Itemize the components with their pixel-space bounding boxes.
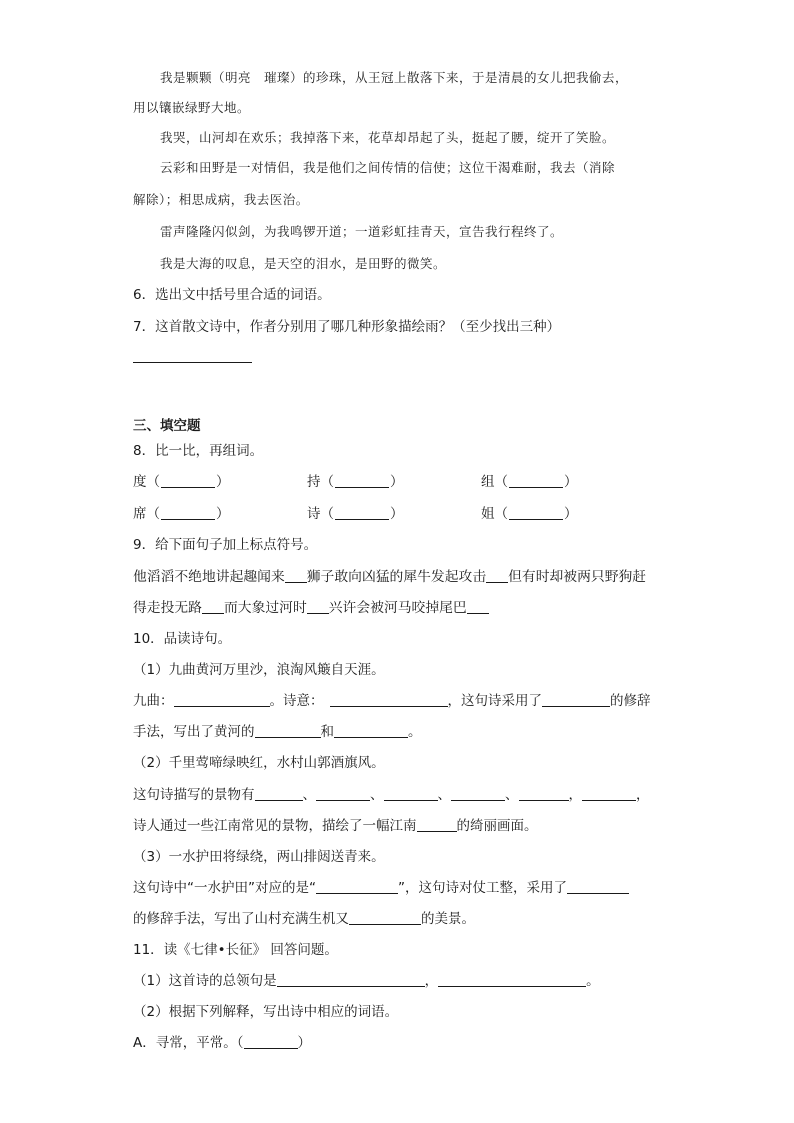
q8-blank[interactable]	[335, 505, 389, 520]
q8-item-jie: 姐（ ）	[481, 506, 578, 522]
q8-blank[interactable]	[509, 473, 563, 488]
q8-blank[interactable]	[335, 473, 389, 488]
q11-part-1: （1）这首诗的总领句是 ， 。	[133, 973, 600, 989]
answer-blank[interactable]	[316, 786, 370, 801]
q10-part-1: （1）九曲黄河万里沙，浪淘风簸自天涯。	[133, 662, 385, 678]
question-9: 9．给下面句子加上标点符号。	[133, 537, 318, 553]
poem-line-5: 解除）；相思成病，我去医治。	[133, 192, 309, 207]
question-11: 11．读《七律•长征》 回答问题。	[133, 942, 338, 958]
poem-line-4: 云彩和田野是一对情侣，我是他们之间传情的信使；这位干渴难耐，我去（消除	[160, 160, 616, 175]
q8-char-label: 姐（	[481, 506, 508, 522]
q8-char-label: 持（	[307, 474, 334, 490]
q10-part-3-line-b: 的修辞手法，写出了山村充满生机又 的美景。	[133, 911, 475, 927]
q10-part-1-line-b: 手法，写出了黄河的 和 。	[133, 724, 422, 740]
answer-blank[interactable]	[255, 786, 303, 801]
q10-part-3-line-a: 这句诗中“一水护田”对应的是“ ”，这句诗对仗工整，采用了	[133, 878, 629, 898]
question-6: 6．选出文中括号里合适的词语。	[133, 287, 331, 303]
answer-blank[interactable]	[330, 692, 448, 707]
answer-blank[interactable]	[174, 692, 270, 707]
q8-item-shi: 诗（ ）	[307, 506, 404, 522]
q10-part-2-line-b: 诗人通过一些江南常见的景物，描绘了一幅江南 的绮丽画面。	[133, 818, 538, 834]
q9-sentence-line-2: 得走投无路 而大象过河时 兴许会被河马咬掉尾巴	[133, 598, 489, 618]
q8-char-label: 度（	[133, 474, 160, 490]
q10-part-1-line-a: 九曲： 。诗意： ，这句诗采用了 的修辞	[133, 693, 651, 709]
answer-blank[interactable]	[277, 972, 425, 987]
q8-char-label: 诗（	[307, 506, 334, 522]
q8-item-xi: 席（ ）	[133, 506, 230, 522]
punct-blank[interactable]	[202, 599, 224, 614]
punct-blank[interactable]	[285, 568, 307, 583]
answer-blank[interactable]	[384, 786, 438, 801]
poem-line-2: 用以镶嵌绿野大地。	[133, 100, 251, 115]
q11-part-2: （2）根据下列解释，写出诗中相应的词语。	[133, 1004, 399, 1020]
q10-part-2: （2）千里莺啼绿映红，水村山郭酒旗风。	[133, 755, 385, 771]
q8-blank[interactable]	[161, 505, 215, 520]
punct-blank[interactable]	[307, 599, 329, 614]
q8-char-label: 席（	[133, 506, 160, 522]
answer-blank[interactable]	[451, 786, 505, 801]
q10-part-3: （3）一水护田将绿绕，两山排闼送青来。	[133, 849, 385, 865]
answer-blank[interactable]	[316, 879, 398, 894]
poem-line-6: 雷声隆隆闪似剑，为我鸣锣开道；一道彩虹挂青天，宣告我行程终了。	[160, 224, 564, 239]
answer-blank[interactable]	[255, 723, 321, 738]
punct-blank[interactable]	[467, 599, 489, 614]
q8-char-label: 组（	[481, 474, 508, 490]
question-8: 8．比一比，再组词。	[133, 443, 264, 459]
question-7: 7．这首散文诗中，作者分别用了哪几种形象描绘雨？（至少找出三种）	[133, 319, 561, 335]
answer-blank[interactable]	[334, 723, 408, 738]
answer-line-q7[interactable]	[133, 362, 252, 363]
answer-blank[interactable]	[438, 972, 586, 987]
answer-blank[interactable]	[244, 1034, 298, 1049]
answer-blank[interactable]	[349, 910, 421, 925]
q9-sentence-line-1: 他滔滔不绝地讲起趣闻来 狮子敢向凶猛的犀牛发起攻击 但有时却被两只野狗赶	[133, 569, 647, 585]
q11-item-a: A．寻常，平常。（ ）	[133, 1035, 311, 1051]
punct-blank[interactable]	[486, 568, 508, 583]
question-10: 10．品读诗句。	[133, 631, 232, 647]
q8-blank[interactable]	[161, 473, 215, 488]
poem-line-7: 我是大海的叹息，是天空的泪水，是田野的微笑。	[160, 256, 447, 271]
poem-line-1: 我是颗颗（明亮 璀璨）的珍珠，从王冠上散落下来，于是清晨的女儿把我偷去，	[160, 70, 629, 85]
q10-part-2-line-a: 这句诗描写的景物有 、 、 、 、 ， ，	[133, 787, 650, 803]
poem-line-3: 我哭，山河却在欢乐；我掉落下来，花草却昂起了头，挺起了腰，绽开了笑脸。	[160, 130, 616, 145]
section-title-fill-in: 三、填空题	[133, 418, 201, 434]
q8-item-zu: 组（ ）	[481, 474, 578, 490]
q8-item-chi: 持（ ）	[307, 474, 404, 490]
q8-item-du: 度（ ）	[133, 474, 230, 490]
answer-blank[interactable]	[417, 817, 457, 832]
answer-blank[interactable]	[519, 786, 569, 801]
answer-blank[interactable]	[542, 692, 610, 707]
q8-blank[interactable]	[509, 505, 563, 520]
answer-blank[interactable]	[582, 786, 636, 801]
answer-blank[interactable]	[567, 879, 629, 894]
